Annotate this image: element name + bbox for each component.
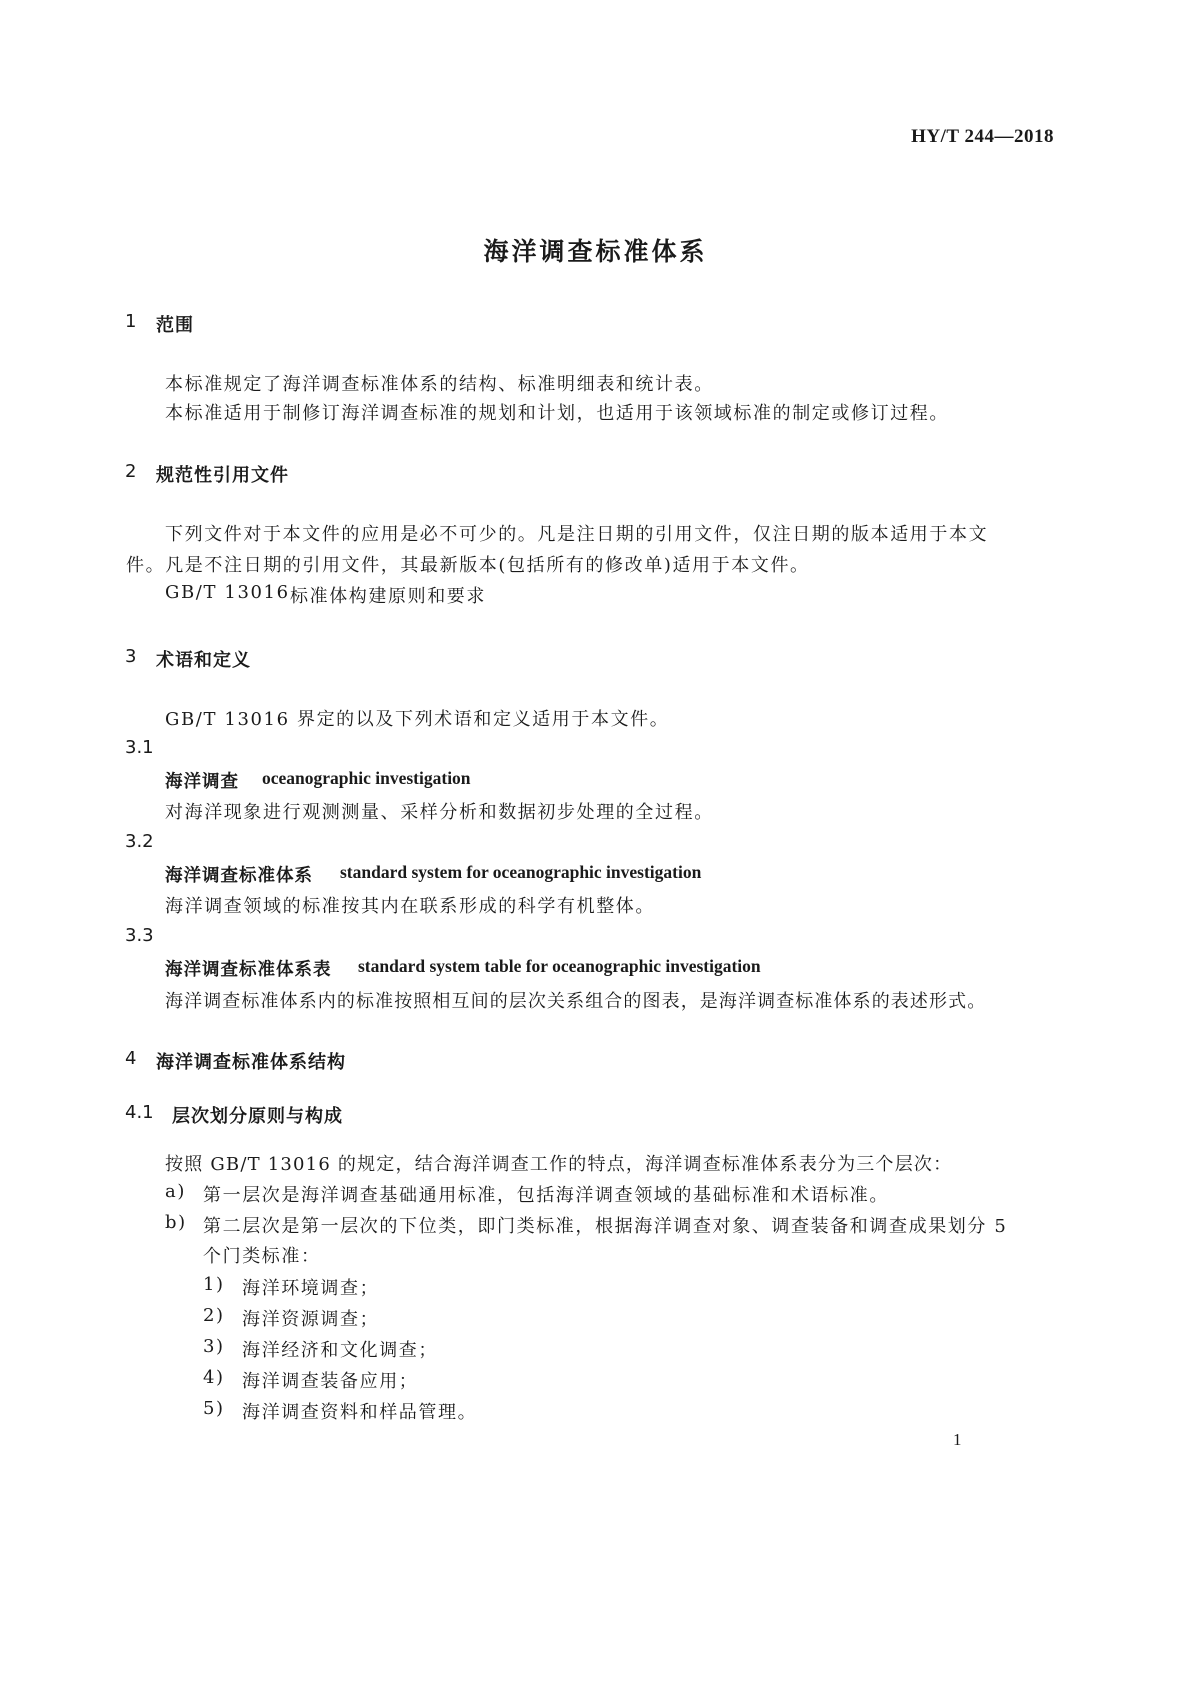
document-number: HY/T 244—2018 <box>911 126 1054 147</box>
list-item-b-line-1: 第二层次是第一层次的下位类，即门类标准，根据海洋调查对象、调查装备和调查成果划分 5 <box>203 1216 1008 1237</box>
sublist-label: 1) <box>203 1274 225 1295</box>
normative-reference-title: 标准体构建原则和要求 <box>290 586 486 607</box>
section-2-paragraph-line-1: 下列文件对于本文件的应用是必不可少的。凡是注日期的引用文件，仅注日期的版本适用于本文 <box>165 524 989 545</box>
section-2-title: 规范性引用文件 <box>156 465 289 486</box>
term-definition: 对海洋现象进行观测测量、采样分析和数据初步处理的全过程。 <box>165 802 714 823</box>
section-1-paragraph-2: 本标准适用于制修订海洋调查标准的规划和计划，也适用于该领域标准的制定或修订过程。 <box>165 403 949 424</box>
term-chinese: 海洋调查标准体系表 <box>165 960 332 980</box>
sublist-item: 海洋环境调查； <box>242 1278 380 1299</box>
sublist-item: 海洋调查装备应用； <box>242 1371 419 1392</box>
section-4-title: 海洋调查标准体系结构 <box>156 1052 346 1073</box>
section-1-number: 1 <box>125 311 137 332</box>
section-1-paragraph-1: 本标准规定了海洋调查标准体系的结构、标准明细表和统计表。 <box>165 374 714 395</box>
term-definition: 海洋调查领域的标准按其内在联系形成的科学有机整体。 <box>165 896 655 917</box>
term-number: 3.2 <box>125 831 154 852</box>
sublist-label: 4) <box>203 1367 225 1388</box>
section-1-title: 范围 <box>156 315 194 336</box>
list-item-a: 第一层次是海洋调查基础通用标准，包括海洋调查领域的基础标准和术语标准。 <box>203 1185 889 1206</box>
subsection-4-1-title: 层次划分原则与构成 <box>172 1106 343 1127</box>
list-label-b: b) <box>165 1212 187 1233</box>
normative-reference-code: GB/T 13016 <box>165 582 290 603</box>
term-definition: 海洋调查标准体系内的标准按照相互间的层次关系组合的图表，是海洋调查标准体系的表述形式。 <box>165 991 987 1012</box>
term-chinese: 海洋调查标准体系 <box>165 866 313 886</box>
sublist-item: 海洋调查资料和样品管理。 <box>242 1402 478 1423</box>
subsection-4-1-number: 4.1 <box>125 1102 154 1123</box>
list-label-a: a) <box>165 1181 186 1202</box>
sublist-item: 海洋经济和文化调查； <box>242 1340 438 1361</box>
section-3-number: 3 <box>125 646 137 667</box>
term-number: 3.1 <box>125 737 154 758</box>
sublist-label: 3) <box>203 1336 225 1357</box>
sublist-label: 5) <box>203 1398 225 1419</box>
page-title: 海洋调查标准体系 <box>483 237 708 266</box>
term-chinese: 海洋调查 <box>165 772 239 792</box>
sublist-item: 海洋资源调查； <box>242 1309 380 1330</box>
page-number: 1 <box>953 1430 962 1449</box>
term-number: 3.3 <box>125 925 154 946</box>
sublist-label: 2) <box>203 1305 225 1326</box>
section-3-title: 术语和定义 <box>156 650 251 671</box>
term-english: standard system table for oceanographic investigation <box>358 956 761 976</box>
section-2-paragraph-line-2: 件。凡是不注日期的引用文件，其最新版本(包括所有的修改单)适用于本文件。 <box>126 555 810 576</box>
term-english: oceanographic investigation <box>262 768 471 788</box>
subsection-4-1-intro: 按照 GB/T 13016 的规定，结合海洋调查工作的特点，海洋调查标准体系表分为三个层次： <box>165 1154 953 1175</box>
section-2-number: 2 <box>125 461 137 482</box>
list-item-b-line-2: 个门类标准： <box>203 1246 321 1267</box>
section-4-number: 4 <box>125 1048 137 1069</box>
term-english: standard system for oceanographic investigation <box>340 862 702 882</box>
section-3-intro: GB/T 13016 界定的以及下列术语和定义适用于本文件。 <box>165 709 670 730</box>
